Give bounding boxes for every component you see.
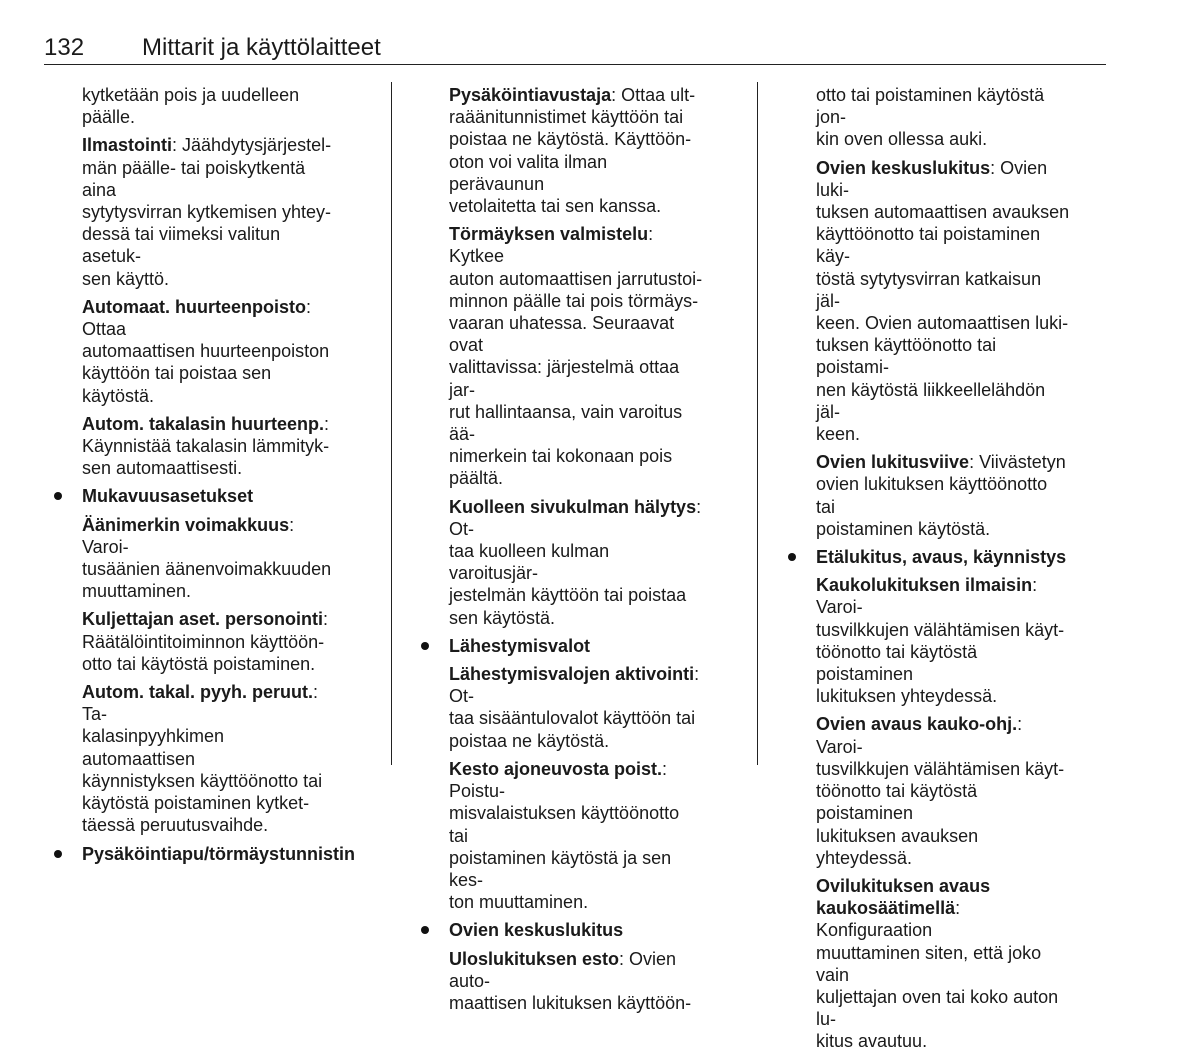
bullet-item: Etälukitus, avaus, käynnistys	[778, 546, 1070, 568]
paragraph-kuollut-kulma: Kuolleen sivukulman hälytys: Ot- taa kuolleen kulman varoitusjär- jestelmän käyttöön tai poistaa sen käytöstä.	[449, 496, 702, 628]
paragraph-pysakointiavustaja: Pysäköintiavustaja: Ottaa ult- raäänitunnistimet käyttöön tai poistaa ne käytöstä. Käyttöön- oton voi valita ilman perävaunun vetolaitetta tai sen kanssa.	[449, 85, 696, 217]
setting-term: kaukosäätimellä	[816, 898, 956, 919]
column-2	[411, 84, 703, 1020]
paragraph-huurteenpoisto: Automaat. huurteenpoisto: Ottaa automaattisen huurteenpoiston käyttöön tai poistaa sen käytöstä.	[82, 296, 330, 406]
paragraph-ilmastointi: Ilmastointi: Jäähdytysjärjestel- män päälle- tai poiskytkentä aina sytytysvirran kytkemisen yhtey- dessä tai viimeksi valitun asetuk- sen käyttö.	[82, 135, 332, 289]
paragraph: kytketään pois ja uudelleen päälle.	[82, 85, 300, 128]
header-rule	[44, 64, 1106, 65]
bullet-dot-icon	[421, 926, 429, 934]
column-separator-2	[757, 82, 758, 765]
bullet-item: Lähestymisvalot	[411, 635, 703, 657]
setting-term: Kaukolukituksen ilmaisin	[816, 575, 1033, 596]
paragraph-ovien-avaus: Ovien avaus kauko-ohj.: Varoi- tusvilkkujen välähtämisen käyt- töönotto tai käytöstä poistaminen lukituksen avauksen yhteydessä.	[816, 714, 1065, 868]
setting-term: Kuljettajan aset. personointi	[82, 609, 324, 630]
setting-term: Uloslukituksen esto	[449, 948, 620, 969]
bullet-dot-icon	[788, 553, 796, 561]
bullet-item: Mukavuusasetukset	[44, 485, 336, 507]
setting-term: Äänimerkin voimakkuus	[82, 514, 290, 535]
paragraph-lahestymisvalot: Lähestymisvalojen aktivointi: Ot- taa sisääntulovalot käyttöön tai poistaa ne käytöstä.	[449, 664, 700, 751]
paragraph-aanimerkki: Äänimerkin voimakkuus: Varoi- tusäänien äänenvoimakkuuden muuttaminen.	[82, 514, 332, 602]
paragraph-personointi: Kuljettajan aset. personointi: Räätälöintitoiminnon käyttöön- otto tai käytöstä poistaminen.	[82, 609, 329, 674]
page-number: 132	[44, 34, 85, 61]
setting-term: Ovien avaus kauko-ohj.	[816, 714, 1018, 735]
section-title: Mittarit ja käyttölaitteet	[142, 34, 381, 61]
paragraph-ovilukitus-avaus: Ovilukituksen avaus kaukosäätimellä: Konfiguraation muuttaminen siten, että joko vain kuljettajan oven tai koko auton lu- kitus avautuu.	[816, 875, 1059, 1052]
bullet-dot-icon	[54, 850, 62, 858]
paragraph-kaukolukitus: Kaukolukituksen ilmaisin: Varoi- tusvilkkujen välähtämisen käyt- töönotto tai käytöstä poistaminen lukituksen yhteydessä.	[816, 575, 1065, 707]
setting-term: Lähestymisvalojen aktivointi	[449, 664, 695, 685]
column-3	[778, 84, 1070, 1059]
bullet-dot-icon	[54, 492, 62, 500]
bullet-dot-icon	[421, 642, 429, 650]
column-1	[44, 84, 356, 871]
paragraph-keskuslukitus: Ovien keskuslukitus: Ovien luki- tuksen automaattisen avauksen käyttöönotto tai poistaminen käy- töstä sytytysvirran katkaisun jäl- keen. Ovien automaattisen luki- tuksen käyttöönotto tai poistami- nen käytöstä liikkeellelähdön jäl- keen.	[816, 157, 1070, 445]
paragraph-uloslukitus: Uloslukituksen esto: Ovien auto- maattisen lukituksen käyttöön-	[449, 948, 692, 1013]
setting-term: Törmäyksen valmistelu	[449, 224, 649, 245]
paragraph-takalasin-huurteenpoisto: Autom. takalasin huurteenp.: Käynnistää takalasin lämmityk- sen automaattisesti.	[82, 413, 330, 479]
setting-term: Autom. takalasin huurteenp.	[82, 413, 325, 434]
paragraph-kesto: Kesto ajoneuvosta poist.: Poistu- misvalaistuksen käyttöönotto tai poistaminen käytöstä ja sen kes- ton muuttaminen.	[449, 758, 680, 913]
setting-term: Ilmastointi	[82, 135, 173, 156]
setting-term: Automaat. huurteenpoisto	[82, 296, 306, 317]
setting-term: Ovien lukitusviive	[816, 452, 970, 473]
bullet-item: Ovien keskuslukitus	[411, 919, 703, 941]
setting-term: Ovilukituksen avaus	[816, 875, 991, 896]
setting-term: Kuolleen sivukulman hälytys	[449, 496, 697, 517]
column-separator-1	[391, 82, 392, 765]
paragraph: otto tai poistaminen käytöstä jon- kin oven ollessa auki.	[816, 85, 1045, 150]
paragraph-takalasinpyyhin: Autom. takal. pyyh. peruut.: Ta- kalasinpyyhkimen automaattisen käynnistyksen käyttöönotto tai käytöstä poistaminen kytket- täessä peruutusvaihde.	[82, 682, 323, 836]
paragraph-tormayksen-valmistelu: Törmäyksen valmistelu: Kytkee auton automaattisen jarrutustoi- minnon päälle tai pois törmäys- vaaran uhatessa. Seuraavat ovat valittavissa: järjestelmä ottaa jar- rut hallintaansa, vain varoitus ää- nimerkein tai kokonaan pois päältä.	[449, 224, 703, 489]
setting-term: Kesto ajoneuvosta poist.	[449, 758, 663, 779]
setting-term: Pysäköintiavustaja	[449, 85, 612, 105]
paragraph-lukitusviive: Ovien lukitusviive: Viivästetyn ovien lukituksen käyttöönotto tai poistaminen käytöstä.	[816, 452, 1066, 539]
page-header	[44, 33, 381, 63]
setting-term: Autom. takal. pyyh. peruut.	[82, 682, 314, 703]
setting-term: Ovien keskuslukitus	[816, 157, 991, 178]
bullet-item: Pysäköintiapu/törmäystunnistin	[44, 843, 336, 865]
